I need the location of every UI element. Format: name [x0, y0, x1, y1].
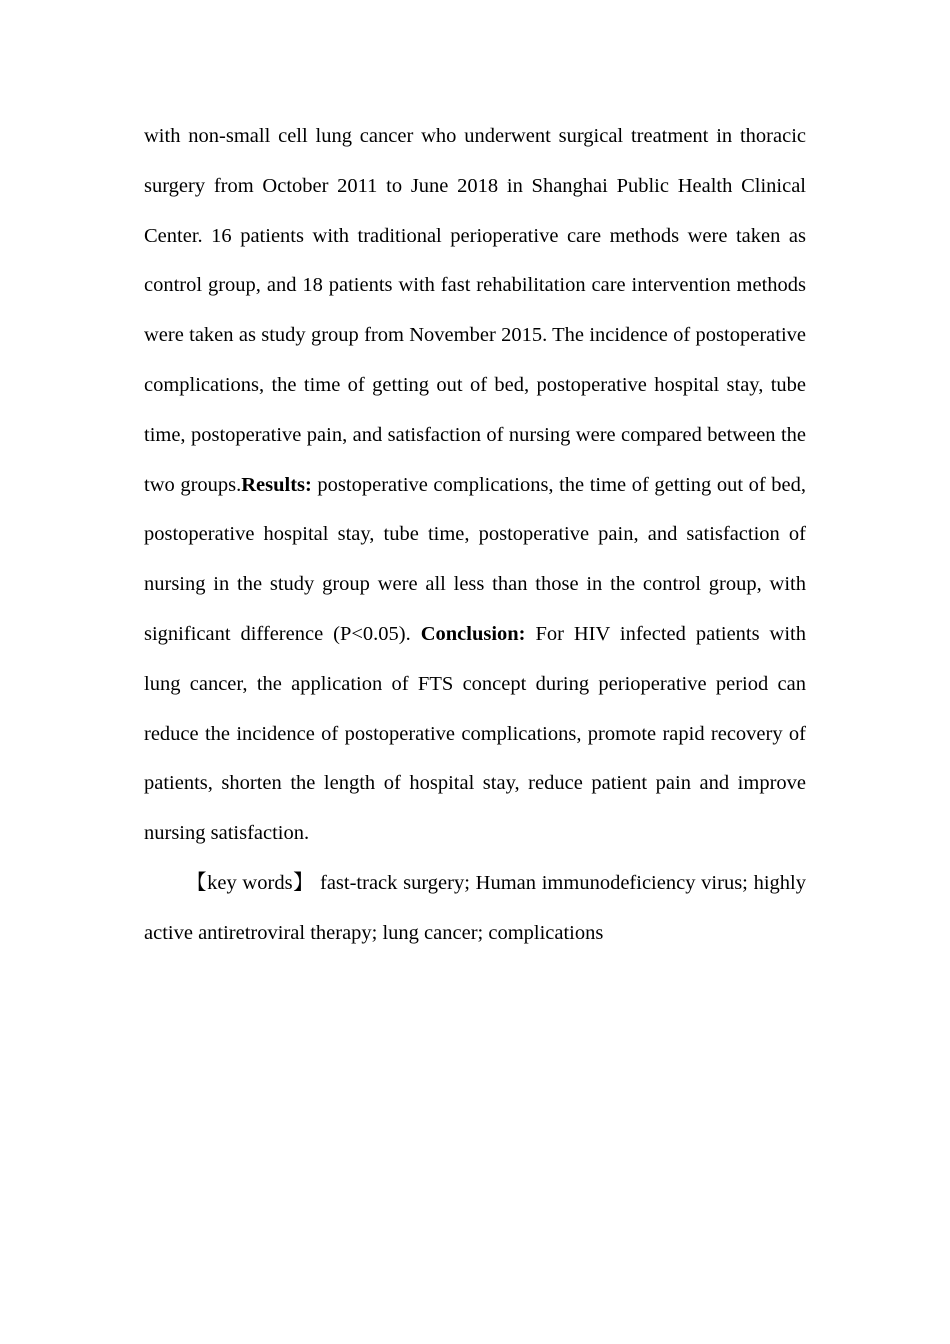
abstract-body-intro: with non-small cell lung cancer who underwent surgical treatment in thoracic surgery from October 2011 to June 2018 in Shanghai Public Health Clinical Center. 16 patients with traditional perioperative care methods were taken as control group, and 18 patients with fast rehabilitation care intervention methods were taken as study group from November 2015. The incidence of postoperative complications, the time of getting out of bed, postoperative hospital stay, tube time, postoperative pain, and satisfaction of nursing were compared between the two groups. [144, 125, 806, 496]
keywords-text: fast-track surgery; Human immunodeficiency virus; highly active antiretroviral therapy; lung cancer; complications [144, 871, 806, 944]
keywords-paragraph [144, 859, 806, 959]
conclusion-label: Conclusion: [420, 622, 526, 645]
abstract-paragraph [144, 112, 806, 859]
results-label: Results: [241, 473, 312, 496]
abstract-text-block [144, 112, 806, 959]
results-text: postoperative complications, the time of getting out of bed, postoperative hospital stay, tube time, postoperative pain, and satisfaction of nursing in the study group were all less than those in the control group, with significant difference (P<0.05). [144, 473, 806, 645]
conclusion-text: For HIV infected patients with lung cancer, the application of FTS concept during perioperative period can reduce the incidence of postoperative complications, promote rapid recovery of patients, shorten the length of hospital stay, reduce patient pain and improve nursing satisfaction. [144, 622, 806, 845]
keywords-label: 【key words】 [186, 871, 315, 894]
